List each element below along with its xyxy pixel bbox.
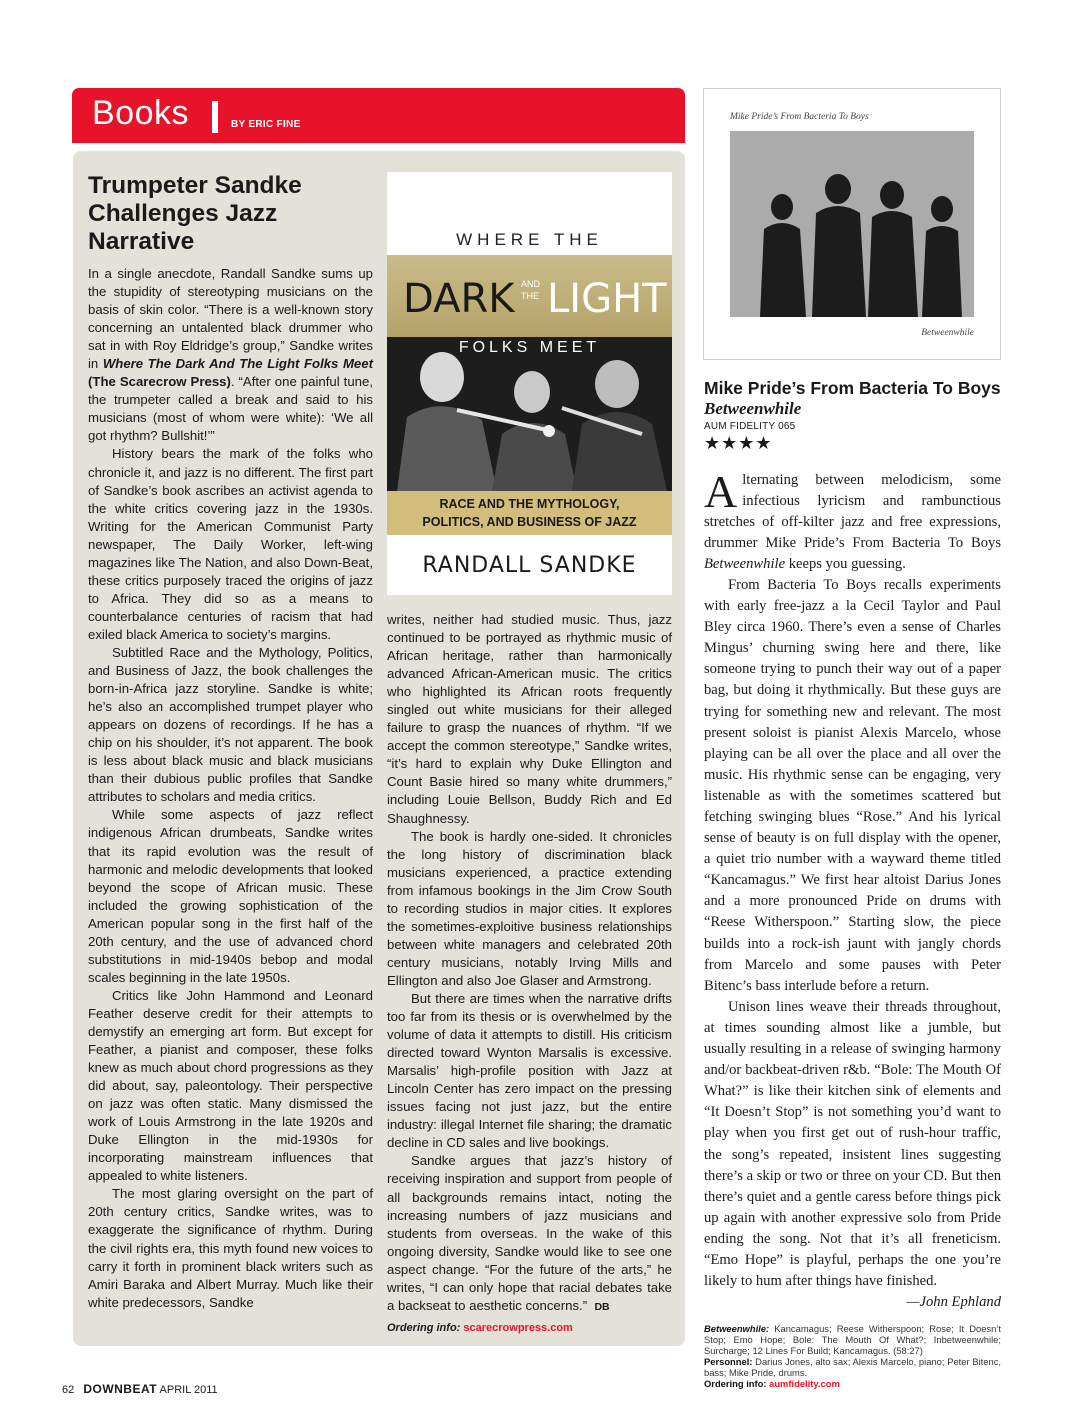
order-link[interactable]: scarecrowpress.com	[463, 1321, 573, 1334]
feature-column-2	[387, 611, 672, 1334]
feature-column-1	[88, 172, 373, 1312]
paragraph: Subtitled Race and the Mythology, Politics, and Business of Jazz, the book challenges the born-in-Africa jazz storyline. Sandke is white; he’s also an accomplished trumpet player who appears on dozens of recordings. If he has a chip on his shoulder, it’s not apparent. The book is less about black music and black musicians than their dubious public profiles that Sandke attributes to scholars and media critics.	[88, 644, 373, 805]
paragraph: Alternating between melodicism, some infectious lyricism and rambunctious stretches of off-kilter jazz and free expressions, drummer Mike Pride’s From Bacteria To Boys Betweenwhile keeps you guessing.	[704, 465, 1001, 572]
paragraph: In a single anecdote, Randall Sandke sums up the stupidity of stereotyping musicians on the basis of skin color. “There is a well-known story concerning an untalented black drummer who sat in with Roy Eldridge’s group,” Sandke writes in Where The Dark And The Light Folks Meet (The Scarecrow Press). “After one painful tune, the trumpeter called a break and said to his musicians (most of whom were white): ‘We all got rhythm? Bullshit!’”	[88, 266, 373, 444]
personnel-list: Darius Jones, alto sax; Alexis Marcelo, piano; Peter Bitenc, bass; Mike Pride, drums.	[704, 1356, 1001, 1379]
paragraph: While some aspects of jazz reflect indigenous African drumbeats, Sandke writes that its rapid evolution was the result of harmonic and melodic developments that looked beyond the scope of African music. These included the growing sophistication of the American popular song in the first half of the 20th century, and the use of advanced chord substitutions in mid-1940s bebop and modal scales beginning in the late 1950s.	[88, 807, 373, 985]
paragraph: But there are times when the narrative drifts too far from its thesis or is overwhelmed by the volume of data it attempts to distill. His criticism directed toward Wynton Marsalis is excessive. Marsalis’ high-profile position with Jazz at Lincoln Center has zero impact on the pressing issues facing not just jazz, but the entire industry: illegal Internet file sharing; the dramatic decline in CD sales and live bookings.	[387, 990, 672, 1151]
section-title: Books	[92, 94, 189, 132]
cover-dark: DARK	[403, 276, 515, 322]
review-body	[704, 465, 1001, 1314]
header-divider	[212, 101, 218, 133]
paragraph: The most glaring oversight on the part of 20th century critics, Sandke writes, was to exaggerate the significance of rhythm. During the civil rights era, this myth found new voices to carry it forth in prominent black writers such as Amiri Baraka and Albert Murray. Much like their white predecessors, Sandke	[88, 1186, 373, 1310]
cover-light: LIGHT	[547, 276, 667, 322]
section-header	[72, 88, 685, 143]
cd-album-name: Betweenwhile	[921, 328, 974, 338]
feature-headline: Trumpeter Sandke Challenges Jazz Narrative	[88, 172, 302, 255]
paragraph: Critics like John Hammond and Leonard Feather deserve credit for their attempts to demystify an emerging art form. But except for Feather, a pianist and composer, these folks knew as much about chord progressions as they did about, say, paleontology. Their perspective on jazz was often static. Many dismissed the work of Louis Armstrong in the late 1920s and Duke Ellington in the mid-1930s for incorporating mainstream influences that appealed to white listeners.	[88, 987, 373, 1184]
cover-the: THE	[521, 291, 539, 301]
review-column	[704, 379, 1001, 1389]
publication-name: DOWNBEAT	[83, 1382, 158, 1396]
album-details: Betweenwhile: Kancamagus; Reese Witherspoon; Rose; It Doesn’t Stop; Emo Hope; Bole: The Mouth Of What?; Inbetweenwhile; Surcharge; 12 Lines For Build; Kancamagus. (58:27) Personnel: Darius Jones, alto sax; Alexis Marcelo, piano; Peter Bitenc, bass; Mike Pride, drums. Ordering info: aumfidelity.com	[704, 1323, 1001, 1390]
cover-subtitle-1: RACE AND THE MYTHOLOGY,	[439, 497, 620, 511]
end-mark: DB	[594, 1300, 610, 1313]
cd-band-name: Mike Pride’s From Bacteria To Boys	[730, 112, 869, 122]
byline: BY ERIC FINE	[231, 119, 301, 130]
cover-author: RANDALL SANDKE	[422, 553, 637, 578]
page-footer	[62, 1382, 218, 1396]
paragraph: The book is hardly one-sided. It chronicles the long history of discrimination black musicians experienced, a practice extending from infamous bookings in the Jim Crow South to recording studios in major cities. It explores the sometimes-exploitive business relationships between white managers and celebrated 20th century musicians, notably Irving Mills and Ellington and also Joe Glaser and Armstrong.	[387, 828, 672, 988]
book-title: Where The Dark And The Light Folks Meet	[102, 356, 373, 372]
order-link[interactable]: aumfidelity.com	[769, 1378, 840, 1390]
paragraph: Unison lines weave their threads throughout, at times sounding almost like a jumble, but usually resulting in a release of swinging harmony and/or backbeat-driven r&b. “Bole: The Mouth Of What?” is like their kitchen sink of elements and “It Doesn’t Stop” is not something you’d want to play when you first get out of rush-hour traffic, the song’s repeated, insistent lines suggesting there’s a skip or two or three on your CD. But then there’s quiet and a gentle caress before things pick up again with another expressive solo from Pride ending the song. Not that it’s all freneticism. “Emo Hope” is playful, perhaps the one you’re likely to hum after things have finished.	[704, 998, 1001, 1290]
reviewer-name: —John Ephland	[906, 1294, 1001, 1311]
track-list: Kancamagus; Reese Witherspoon; Rose; It Doesn’t Stop; Emo Hope; Bole: The Mouth Of What?; Inbetweenwhile; Surcharge; 12 Lines For Build; Kancamagus. (58:27)	[704, 1323, 1001, 1357]
cover-top-line: WHERE THE	[456, 230, 603, 249]
paragraph: From Bacteria To Boys recalls experiments with early free-jazz a la Cecil Taylor and Paul Bley circa 1960. There’s even a sense of Charles Mingus’ churning swing here and there, like someone trying to punch their way out of a paper bag, but doing it rhythmically. But these guys are trying for something new and relevant. The most present soloist is pianist Alexis Marcelo, whose playing can be all over the place and all over the music. His rhythmic sense can be engaging, very listenable as with the sometimes scattered but fetching swinging blues “Rose.” And his lyrical sense of beauty is on full display with the opener, a quiet trio number with a wayward theme titled “Kancamagus.” We first hear altoist Darius Jones and a more pronounced Pride on drums with “Reese Witherspoon.” Starting slow, the piece builds into a rock-ish jaunt with jangly chords from Marcelo and some pauses with Peter Bitenc’s bass interlude before a return.	[704, 576, 1001, 994]
paragraph: writes, neither had studied music. Thus, jazz continued to be portrayed as rhythmic music of African heritage, rather than harmonically advanced African-American music. The critics who highlighted its African roots frequently singled out white musicians for their alleged failure to grasp the nuances of rhythm. “If we accept the common stereotype,” Sandke writes, “it’s hard to explain why Duke Ellington and Count Basie hired so many white drummers,” including Louie Bellson, Buddy Rich and Ed Shaughnessy.	[387, 612, 672, 826]
book-cover-image	[387, 172, 672, 595]
cover-subtitle-2: POLITICS, AND BUSINESS OF JAZZ	[422, 515, 637, 529]
paragraph: History bears the mark of the folks who chronicle it, and jazz is no different. The first part of Sandke’s book ascribes an activist agenda to the white critics covering jazz in the 1930s. Writing for the American Communist Party newspaper, The Daily Worker, left-wing magazines like The Nation, and also Down-Beat, these critics purposely traced the origins of jazz to Africa. They did so as a means to counterbalance centuries of racism that had exiled black America to society’s margins.	[88, 446, 373, 642]
ordering-info: Ordering info: scarecrowpress.com	[387, 1321, 573, 1334]
star-rating: ★★★★	[704, 432, 773, 453]
review-artist: Mike Pride’s From Bacteria To Boys	[704, 378, 1001, 398]
reviewer-line	[704, 1292, 1001, 1313]
review-album: Betweenwhile	[704, 398, 802, 418]
paragraph: Sandke argues that jazz’s history of receiving inspiration and support from people of all backgrounds remains intact, noting the increasing numbers of jazz musicians and students from overseas. In the wake of this ongoing diversity, Sandke would like to see one aspect change. “For the future of the arts,” he writes, “I can only hope that racial debates take a backseat to aesthetic concerns.” DB	[387, 1153, 672, 1313]
album-cover-image	[703, 88, 1001, 360]
drop-cap: A	[704, 465, 738, 517]
cover-folks: FOLKS MEET	[458, 339, 601, 356]
page-number: 62	[62, 1384, 75, 1396]
issue-date: APRIL 2011	[159, 1384, 218, 1396]
cover-and: AND	[521, 279, 541, 289]
record-label: AUM FIDELITY 065	[704, 420, 796, 432]
